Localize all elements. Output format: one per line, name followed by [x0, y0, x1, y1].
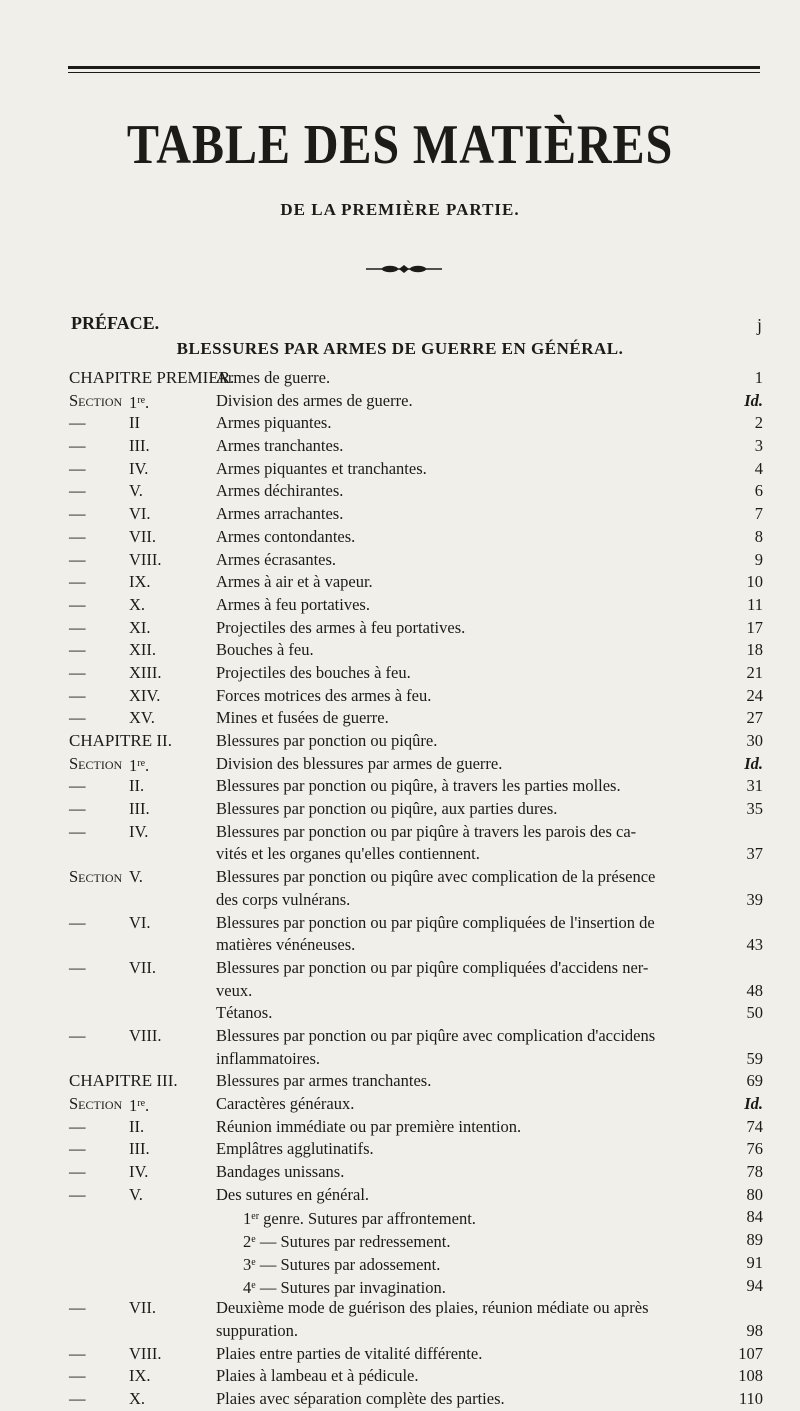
page-number: 48	[746, 980, 763, 1000]
entry-title: 1er genre. Sutures par affrontement.	[243, 1209, 476, 1229]
ornament-divider-icon	[366, 263, 442, 275]
section-label: Section	[69, 1094, 123, 1113]
section-number: XIV.	[129, 685, 161, 705]
table-of-contents	[69, 367, 763, 1411]
entry-title: Emplâtres agglutinatifs.	[216, 1139, 374, 1159]
entry-title: Caractères généraux.	[216, 1094, 355, 1113]
section-number: II.	[129, 776, 145, 796]
entry-title: Armes piquantes et tranchantes.	[216, 458, 427, 478]
section-number: 1re.	[129, 1096, 150, 1115]
ditto-dash: —	[69, 685, 86, 705]
entry-title: Armes contondantes.	[216, 526, 356, 546]
page-number: 24	[746, 685, 763, 705]
toc-row	[69, 480, 763, 503]
entry-title: Bandages unissans.	[216, 1162, 345, 1182]
section-label: Section	[69, 753, 123, 773]
ditto-dash: —	[69, 957, 86, 977]
chapter-row	[69, 730, 763, 753]
page-number: 18	[746, 640, 763, 660]
preface-page: j	[756, 315, 762, 335]
toc-row	[69, 549, 763, 572]
toc-row	[69, 889, 763, 912]
toc-row	[69, 753, 763, 776]
ditto-dash: —	[69, 1366, 86, 1386]
toc-row	[69, 775, 763, 798]
ditto-dash: —	[69, 1343, 86, 1363]
section-number: III.	[129, 1139, 150, 1159]
page-number: 7	[754, 504, 763, 524]
page-number: 2	[754, 413, 763, 433]
entry-title: Blessures par ponction ou par piqûre avec complication d'accidens	[216, 1025, 656, 1045]
section-number: XII.	[129, 640, 157, 660]
page-number: 6	[754, 481, 763, 501]
page-number: 59	[746, 1048, 763, 1068]
ditto-dash: —	[69, 617, 86, 637]
entry-title: Division des blessures par armes de guerre.	[216, 753, 503, 773]
toc-row	[69, 1138, 763, 1161]
ditto-dash: —	[69, 821, 86, 841]
page-number: 35	[746, 799, 763, 819]
entry-title: Réunion immédiate ou par première intention.	[216, 1116, 522, 1136]
section-number: XIII.	[129, 662, 162, 682]
section-number: IV.	[129, 821, 149, 841]
ditto-dash: —	[69, 594, 86, 614]
entry-title: Armes écrasantes.	[216, 549, 337, 569]
ditto-dash: —	[69, 662, 86, 682]
entry-title: Armes tranchantes.	[216, 436, 344, 456]
toc-row	[69, 1161, 763, 1184]
section-number: II	[129, 413, 140, 433]
entry-title: Plaies entre parties de vitalité différente.	[216, 1343, 483, 1363]
page-number: 37	[746, 844, 763, 864]
ditto-dash: —	[69, 1388, 86, 1408]
top-rule	[68, 66, 760, 73]
ditto-dash: —	[69, 413, 86, 433]
entry-title: matières vénéneuses.	[216, 935, 356, 955]
entry-title: Armes déchirantes.	[216, 481, 344, 501]
toc-row	[69, 639, 763, 662]
page-number: 80	[746, 1184, 763, 1204]
ditto-dash: —	[69, 1025, 86, 1045]
preface-entry	[71, 313, 768, 337]
toc-row	[69, 1206, 763, 1229]
toc-row	[69, 1320, 763, 1343]
page-number: 74	[746, 1116, 763, 1136]
page-number: 39	[746, 889, 763, 909]
section-label: Section	[69, 867, 123, 887]
page-number: 94	[746, 1275, 763, 1295]
ditto-dash: —	[69, 436, 86, 456]
section-number: III.	[129, 436, 150, 456]
section-number: 1re.	[129, 755, 150, 775]
section-number: VI.	[129, 912, 151, 932]
ditto-dash: —	[69, 1162, 86, 1182]
entry-title: Deuxième mode de guérison des plaies, réunion médiate ou après	[216, 1298, 649, 1318]
page-number: 4	[754, 458, 763, 478]
toc-row	[69, 843, 763, 866]
entry-title: Plaies avec séparation complète des parties.	[216, 1388, 505, 1408]
section-number: V.	[129, 1184, 143, 1204]
entry-title: 2e — Sutures par redressement.	[243, 1232, 451, 1252]
toc-row	[69, 1297, 763, 1320]
toc-row	[69, 1275, 763, 1298]
section-number: XV.	[129, 708, 155, 728]
entry-title: Armes arrachantes.	[216, 504, 344, 524]
ditto-dash: —	[69, 640, 86, 660]
entry-title: Armes à air et à vapeur.	[216, 572, 373, 592]
toc-row	[69, 866, 763, 889]
section-number: IV.	[129, 1162, 149, 1182]
ditto-dash: —	[69, 1298, 86, 1318]
section-number: IX.	[129, 1366, 151, 1386]
page-number: 21	[746, 662, 763, 682]
page-subtitle: DE LA PREMIÈRE PARTIE.	[280, 200, 520, 219]
toc-row	[69, 503, 763, 526]
entry-title: 3e — Sutures par adossement.	[243, 1254, 441, 1274]
section-number: VII.	[129, 1298, 157, 1318]
entry-title: Blessures par armes tranchantes.	[216, 1071, 432, 1091]
page-number: 84	[746, 1207, 763, 1227]
entry-title: Armes de guerre.	[216, 368, 331, 387]
toc-row	[69, 685, 763, 708]
ditto-dash: —	[69, 708, 86, 728]
section-number: II.	[129, 1116, 145, 1136]
toc-row	[69, 412, 763, 435]
toc-row	[69, 1388, 763, 1411]
toc-row	[69, 1184, 763, 1207]
page-number: 69	[746, 1071, 763, 1091]
toc-row	[69, 1116, 763, 1139]
entry-title: Blessures par ponction ou piqûre.	[216, 731, 438, 750]
section-number: VII.	[129, 526, 157, 546]
toc-row	[69, 1365, 763, 1388]
toc-row	[69, 1343, 763, 1366]
ditto-dash: —	[69, 526, 86, 546]
toc-row	[69, 798, 763, 821]
page-number: 31	[746, 776, 763, 796]
section-number: VIII.	[129, 1025, 162, 1045]
toc-row	[69, 1093, 763, 1116]
toc-row	[69, 390, 763, 413]
ditto-dash: —	[69, 912, 86, 932]
ditto-dash: —	[69, 481, 86, 501]
toc-row	[69, 1229, 763, 1252]
ditto-dash: —	[69, 458, 86, 478]
toc-row	[69, 912, 763, 935]
page-number: 17	[746, 617, 763, 637]
page-number: 8	[754, 526, 763, 546]
toc-row	[69, 1002, 763, 1025]
section-number: X.	[129, 1388, 146, 1408]
page-number: 89	[746, 1230, 763, 1250]
ditto-dash: —	[69, 1184, 86, 1204]
page-number: 30	[746, 731, 763, 750]
ditto-dash: —	[69, 1139, 86, 1159]
entry-title: Projectiles des armes à feu portatives.	[216, 617, 466, 637]
page-number: 78	[746, 1162, 763, 1182]
page-number: 50	[746, 1003, 763, 1023]
chapter-label: CHAPITRE III.	[69, 1071, 178, 1091]
entry-title: Blessures par ponction ou par piqûre compliquées de l'insertion de	[216, 912, 655, 932]
page-number: 9	[754, 549, 763, 569]
section-number: VI.	[129, 504, 151, 524]
section-number: VIII.	[129, 1343, 162, 1363]
entry-title: Bouches à feu.	[216, 640, 314, 660]
entry-title: Tétanos.	[216, 1003, 273, 1023]
section-number: X.	[129, 594, 146, 614]
entry-title: 4e — Sutures par invagination.	[243, 1277, 446, 1297]
page-number: 76	[746, 1139, 763, 1159]
section-number: VII.	[129, 957, 157, 977]
section-number: 1re.	[129, 392, 150, 412]
page-title: TABLE DES MATIÈRES	[126, 114, 674, 176]
page-number: 3	[754, 436, 763, 456]
entry-title: des corps vulnérans.	[216, 889, 351, 909]
entry-title: veux.	[216, 980, 253, 1000]
entry-title: Blessures par ponction ou piqûre, à travers les parties molles.	[216, 776, 621, 796]
toc-row	[69, 980, 763, 1003]
chapter-row	[69, 1070, 763, 1093]
page-number: 110	[738, 1388, 763, 1408]
entry-title: Projectiles des bouches à feu.	[216, 662, 411, 682]
page-number: 11	[747, 594, 763, 614]
part-heading: BLESSURES PAR ARMES DE GUERRE EN GÉNÉRAL.	[176, 339, 624, 358]
page-number: Id.	[744, 390, 763, 410]
chapter-label: CHAPITRE II.	[69, 731, 172, 750]
toc-row	[69, 594, 763, 617]
page-number: Id.	[744, 1094, 763, 1113]
entry-title: Des sutures en général.	[216, 1184, 370, 1204]
entry-title: Armes piquantes.	[216, 413, 332, 433]
page-number: 27	[746, 708, 763, 728]
section-number: III.	[129, 799, 150, 819]
chapter-label: CHAPITRE PREMIER.	[69, 368, 235, 387]
ditto-dash: —	[69, 776, 86, 796]
page-number: 108	[738, 1366, 763, 1386]
entry-title: suppuration.	[216, 1320, 299, 1340]
toc-row	[69, 707, 763, 730]
toc-row	[69, 571, 763, 594]
entry-title: Forces motrices des armes à feu.	[216, 685, 432, 705]
toc-row	[69, 821, 763, 844]
section-number: IV.	[129, 458, 149, 478]
entry-title: Armes à feu portatives.	[216, 594, 370, 614]
toc-row	[69, 1025, 763, 1048]
entry-title: Blessures par ponction ou piqûre avec complication de la présence	[216, 867, 656, 887]
section-number: VIII.	[129, 549, 162, 569]
ditto-dash: —	[69, 799, 86, 819]
page-number: 10	[746, 572, 763, 592]
toc-row	[69, 526, 763, 549]
ditto-dash: —	[69, 549, 86, 569]
page-number: 1	[754, 368, 763, 387]
ditto-dash: —	[69, 572, 86, 592]
section-label: Section	[69, 390, 123, 410]
entry-title: Plaies à lambeau et à pédicule.	[216, 1366, 419, 1386]
entry-title: Division des armes de guerre.	[216, 390, 413, 410]
entry-title: vités et les organes qu'elles contiennent.	[216, 844, 480, 864]
toc-row	[69, 1252, 763, 1275]
section-number: V.	[129, 867, 143, 887]
entry-title: Mines et fusées de guerre.	[216, 708, 389, 728]
toc-row	[69, 458, 763, 481]
toc-row	[69, 934, 763, 957]
page-number: 43	[746, 935, 763, 955]
page-number: Id.	[744, 753, 763, 773]
section-number: IX.	[129, 572, 151, 592]
page-number: 98	[746, 1320, 763, 1340]
page-number: 107	[738, 1343, 763, 1363]
preface-label: PRÉFACE.	[71, 313, 160, 333]
chapter-row	[69, 367, 763, 390]
toc-row	[69, 617, 763, 640]
ditto-dash: —	[69, 1116, 86, 1136]
toc-row	[69, 1048, 763, 1071]
entry-title: Blessures par ponction ou par piqûre compliquées d'accidens ner-	[216, 957, 649, 977]
ditto-dash: —	[69, 504, 86, 524]
toc-row	[69, 957, 763, 980]
entry-title: inflammatoires.	[216, 1048, 321, 1068]
entry-title: Blessures par ponction ou par piqûre à travers les parois des ca-	[216, 821, 637, 841]
section-number: XI.	[129, 617, 151, 637]
toc-row	[69, 435, 763, 458]
entry-title: Blessures par ponction ou piqûre, aux parties dures.	[216, 799, 558, 819]
toc-row	[69, 662, 763, 685]
section-number: V.	[129, 481, 143, 501]
page-number: 91	[746, 1252, 763, 1272]
